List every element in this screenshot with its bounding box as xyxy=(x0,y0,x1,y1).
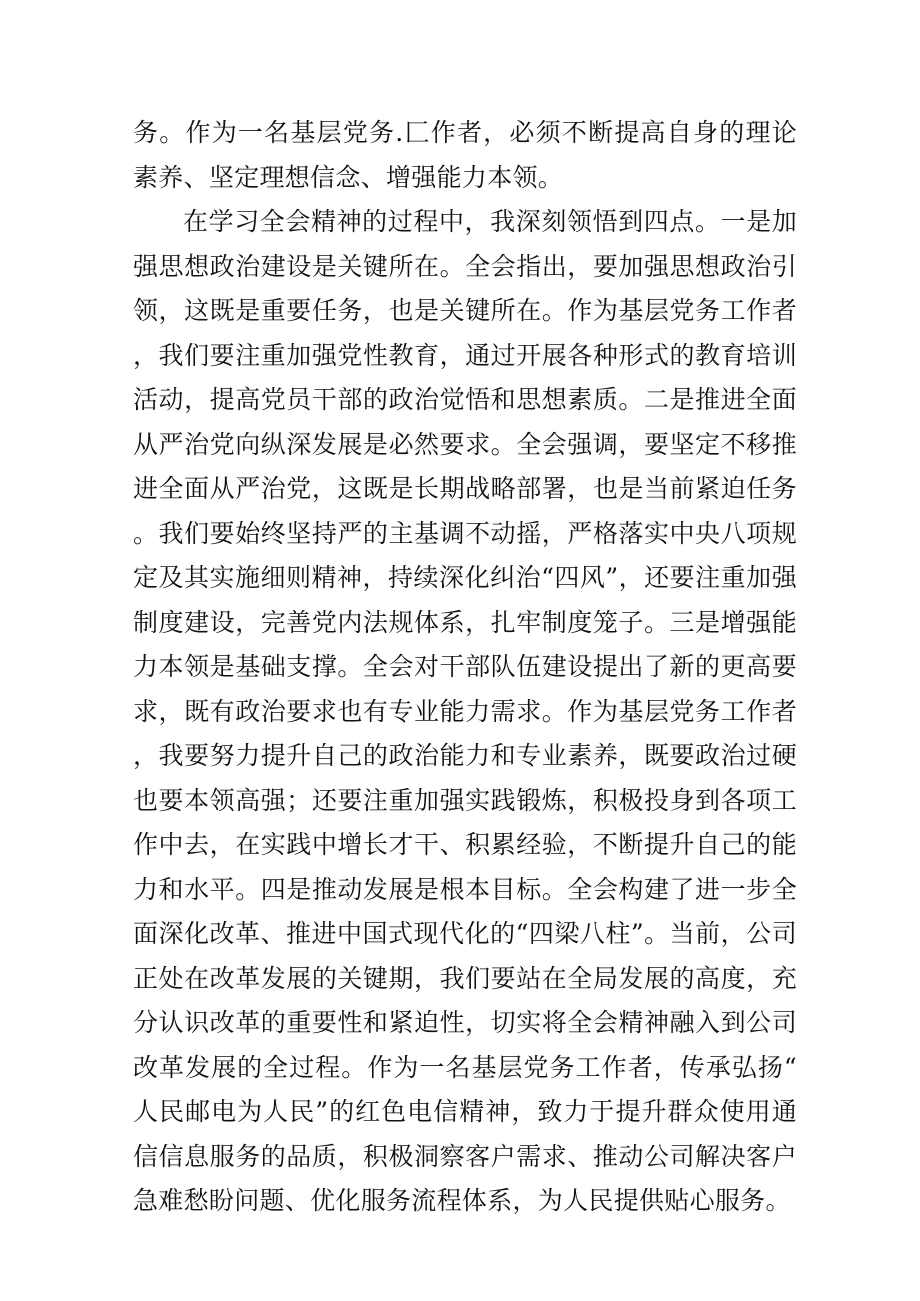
paragraph-four-points: 在学习全会精神的过程中，我深刻领悟到四点。一是加强思想政治建设是关键所在。全会指出，要加强思想政治引领，这既是重要任务，也是关键所在。作为基层党务工作者，我们要注重加强党性教育，通过开展各种形式的教育培训活动，提高党员干部的政治觉悟和思想素质。二是推进全面从严治党向纵深发展是必然要求。全会强调，要坚定不移推进全面从严治党，这既是长期战略部署，也是当前紧迫任务。我们要始终坚持严的主基调不动摇，严格落实中央八项规定及其实施细则精神，持续深化纠治“四风”，还要注重加强制度建设，完善党内法规体系，扎牢制度笼子。三是增强能力本领是基础支撑。全会对干部队伍建设提出了新的更高要求，既有政治要求也有专业能力需求。作为基层党务工作者，我要努力提升自己的政治能力和专业素养，既要政治过硬也要本领高强；还要注重加强实践锻炼，积极投身到各项工作中去，在实践中增长才干、积累经验，不断提升自己的能力和水平。四是推动发展是根本目标。全会构建了进一步全面深化改革、推进中国式现代化的“四梁八柱”。当前，公司正处在改革发展的关键期，我们要站在全局发展的高度，充分认识改革的重要性和紧迫性，切实将全会精神融入到公司改革发展的全过程。作为一名基层党务工作者，传承弘扬“人民邮电为人民”的红色电信精神，致力于提升群众使用通信信息服务的品质，积极洞察客户需求、推动公司解决客户急难愁盼问题、优化服务流程体系，为人民提供贴心服务。 xyxy=(133,207,797,1215)
document-body xyxy=(133,111,797,1224)
paragraph-continuation: 务。作为一名基层党务.匚作者，必须不断提高自身的理论素养、坚定理想信念、增强能力本领。 xyxy=(133,118,797,192)
